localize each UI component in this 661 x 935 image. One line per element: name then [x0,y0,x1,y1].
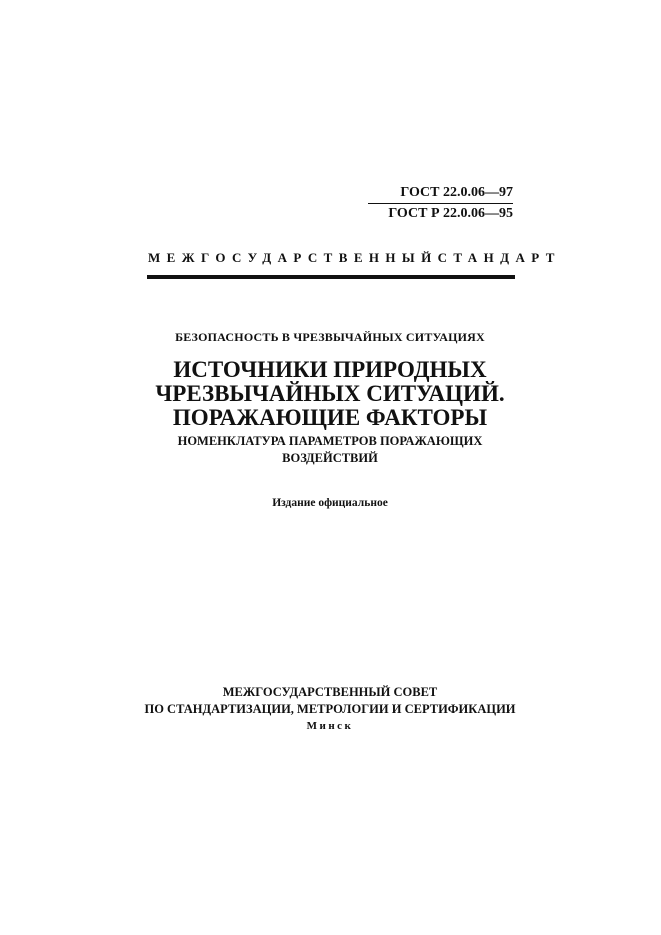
subtitle-line: НОМЕНКЛАТУРА ПАРАМЕТРОВ ПОРАЖАЮЩИХ [177,434,483,448]
subtitle-line: ВОЗДЕЙСТВИЙ [282,451,378,465]
heading-rule [147,275,515,279]
standard-heading [148,250,561,266]
document-title [120,358,540,430]
publisher-line: МЕЖГОСУДАРСТВЕННЫЙ СОВЕТ [222,685,438,699]
city-label: Минск [306,720,354,732]
gost-designation-block [368,184,513,223]
subject-heading: БЕЗОПАСНОСТЬ В ЧРЕЗВЫЧАЙНЫХ СИТУАЦИЯХ [175,330,485,344]
edition-label: Издание официальное [272,497,388,509]
gost-r-number: ГОСТ Р 22.0.06—95 [388,206,513,221]
gost-divider [368,203,513,204]
document-subtitle [120,433,540,467]
title-line: ЧРЕЗВЫЧАЙНЫХ СИТУАЦИЙ. [155,381,505,406]
standard-heading-word2: СТАНДАРТ [437,250,561,265]
standard-heading-word1: МЕЖГОСУДАРСТВЕННЫЙ [148,250,438,265]
publisher-block [120,684,540,735]
gost-number: ГОСТ 22.0.06—97 [400,185,513,200]
publisher-line: ПО СТАНДАРТИЗАЦИИ, МЕТРОЛОГИИ И СЕРТИФИКАЦИИ [144,702,516,716]
title-line: ПОРАЖАЮЩИЕ ФАКТОРЫ [172,405,488,430]
title-line: ИСТОЧНИКИ ПРИРОДНЫХ [173,357,487,382]
